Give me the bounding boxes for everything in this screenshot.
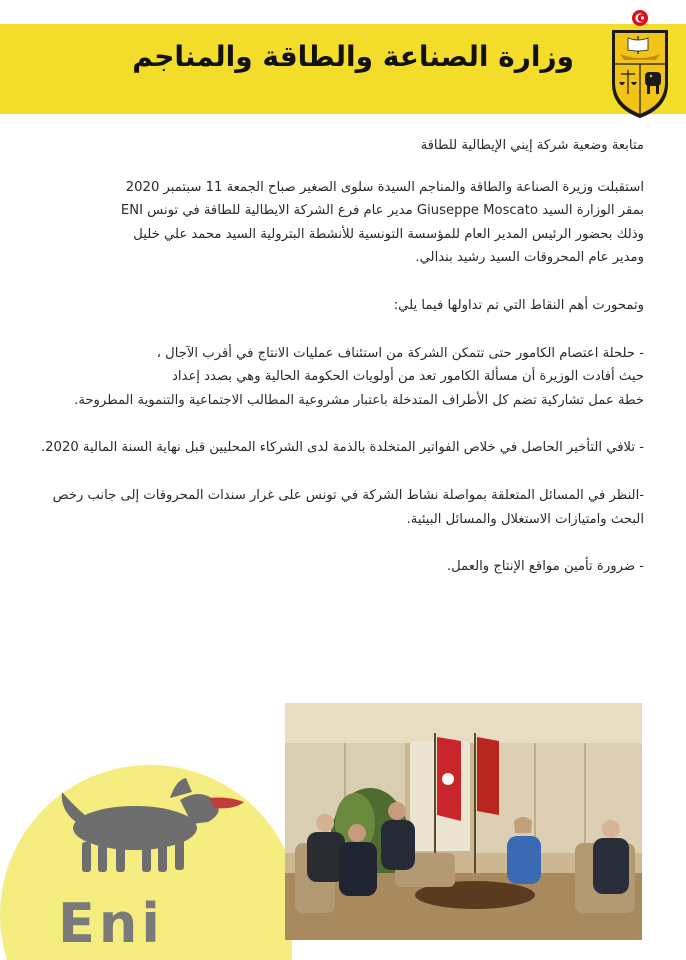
- ministry-title: وزارة الصناعة والطاقة والمناجم: [132, 40, 574, 73]
- article-headline: متابعة وضعية شركة إيني الإيطالية للطاقة: [420, 138, 644, 153]
- point3-line: -النظر في المسائل المتعلقة بمواصلة نشاط الشركة في تونس على غرار سندات المحروقات إلى جانب رخص: [52, 487, 644, 503]
- intro-line: ومدير عام المحروقات السيد رشيد بندالي.: [415, 250, 644, 266]
- meeting-photo: [285, 703, 642, 940]
- tunisia-emblem-icon: [604, 4, 676, 124]
- intro-line: استقبلت وزيرة الصناعة والطاقة والمناجم السيدة سلوى الصغير صباح الجمعة 11 سبتمبر 2020: [125, 179, 644, 195]
- point1-line: حيث أفادت الوزيرة أن مسألة الكامور تعد من أولويات الحكومة الحالية وهي بصدد إعداد: [171, 369, 644, 385]
- meeting-photo-icon: [285, 703, 642, 940]
- point1-line: - حلحلة اعتصام الكامور حتى تتمكن الشركة من استئناف عمليات الانتاج في أقرب الآجال ،: [156, 345, 644, 361]
- article-body: [24, 134, 644, 579]
- point3-line: البحث وامتيازات الاستغلال والمسائل البيئية.: [406, 511, 644, 527]
- intro-line: بمقر الوزارة السيد Giuseppe Moscato مدير عام فرع الشركة الايطالية للطاقة في تونس ENI: [120, 203, 644, 219]
- points-heading: وتمحورت أهم النقاط التي تم تداولها فيما يلي:: [393, 297, 644, 313]
- point4-line: - ضرورة تأمين مواقع الإنتاج والعمل.: [446, 559, 644, 575]
- point2-line: - تلافي التأخير الحاصل في خلاص الفواتير المتخلدة بالذمة لدى الشركاء المحليين قبل نهاية السنة المالية 2020.: [40, 440, 644, 456]
- eni-logo-text: Eni: [58, 892, 164, 955]
- point1-line: خطة عمل تشاركية تضم كل الأطراف المتدخلة باعتبار مشروعية المطالب الاجتماعية والتنموية المطروحة.: [74, 392, 644, 408]
- intro-line: وذلك بحضور الرئيس المدير العام للمؤسسة التونسية للأنشطة البترولية السيد محمد علي خليل: [133, 226, 644, 242]
